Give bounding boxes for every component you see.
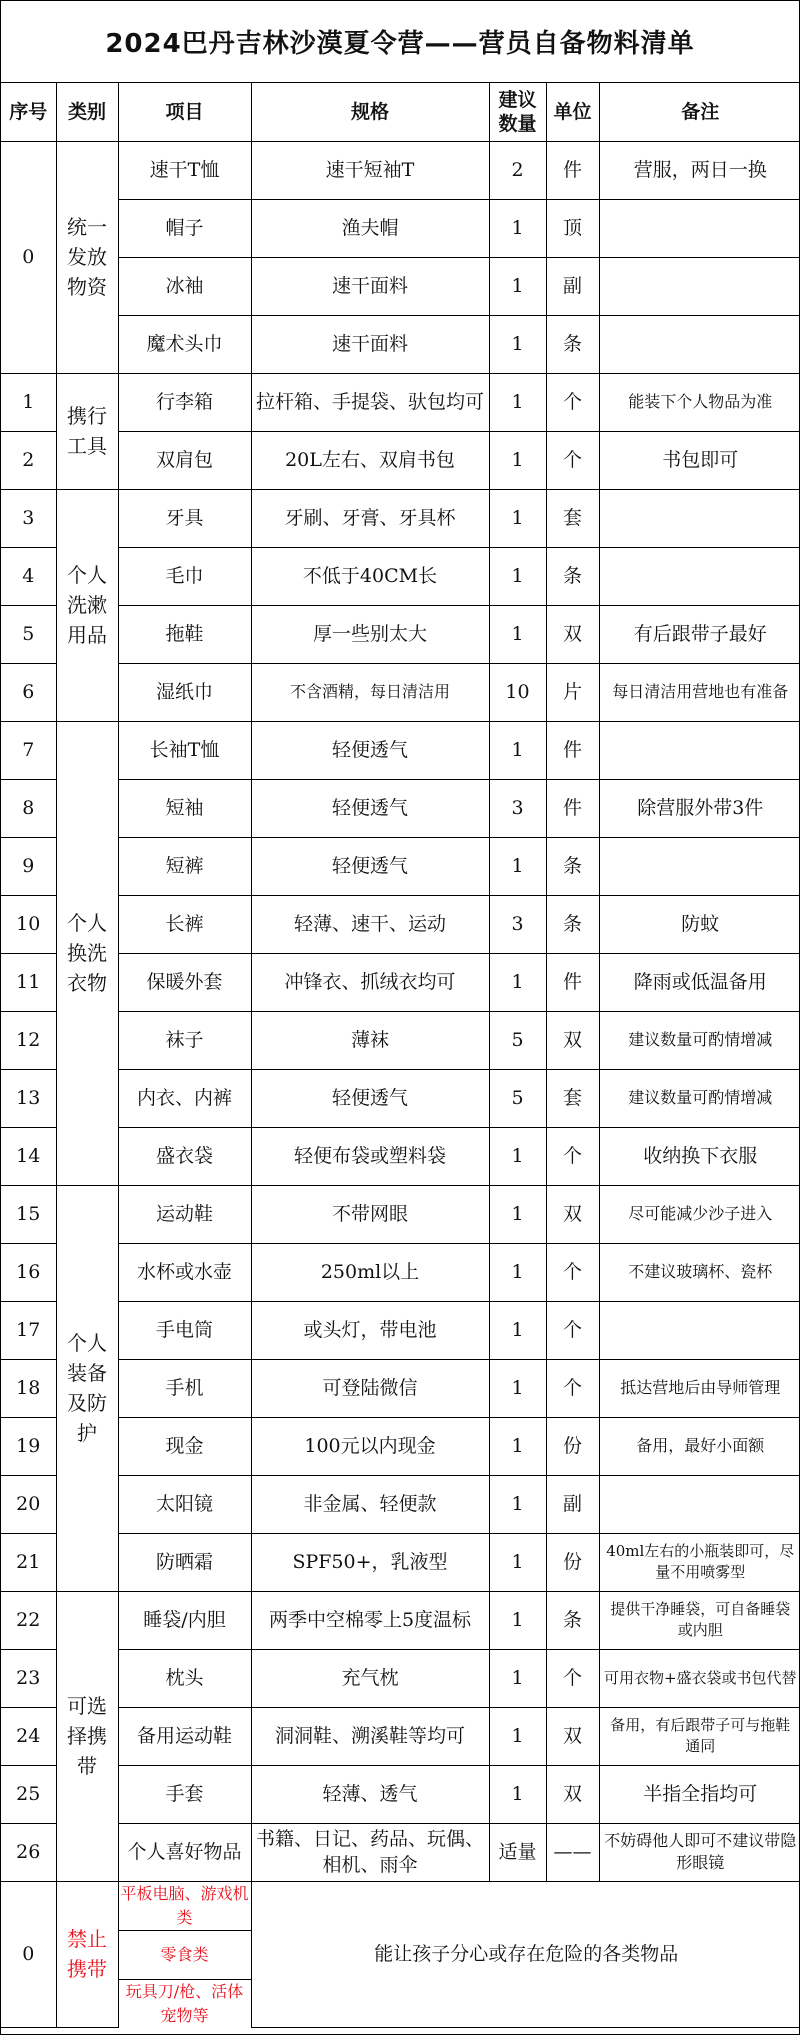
- unit-cell: 个: [546, 373, 599, 431]
- spec-cell: 薄袜: [251, 1011, 489, 1069]
- forbidden-category-cell: 禁止携带: [56, 1881, 118, 2028]
- table-row: [1, 1649, 800, 1707]
- qty-cell: 1: [489, 547, 546, 605]
- table-row: [1, 199, 800, 257]
- item-cell: 短袖: [118, 779, 251, 837]
- spec-cell: 轻便透气: [251, 779, 489, 837]
- note-cell: [599, 315, 800, 373]
- item-cell: 速干T恤: [118, 141, 251, 199]
- item-cell: 袜子: [118, 1011, 251, 1069]
- table-row: [1, 547, 800, 605]
- item-cell: 盛衣袋: [118, 1127, 251, 1185]
- unit-cell: 件: [546, 141, 599, 199]
- item-cell: 湿纸巾: [118, 663, 251, 721]
- qty-cell: 1: [489, 257, 546, 315]
- qty-cell: 1: [489, 837, 546, 895]
- note-cell: 除营服外带3件: [599, 779, 800, 837]
- forbidden-row: [1, 1881, 800, 1930]
- table-row: [1, 663, 800, 721]
- table-row: [1, 1823, 800, 1881]
- qty-cell: 1: [489, 1649, 546, 1707]
- category-cell: 个人洗漱用品: [56, 489, 118, 721]
- spec-cell: 速干短袖T: [251, 141, 489, 199]
- table-row: [1, 1475, 800, 1533]
- table-row: [1, 431, 800, 489]
- qty-cell: 1: [489, 1359, 546, 1417]
- note-cell: 半指全指均可: [599, 1765, 800, 1823]
- qty-cell: 1: [489, 315, 546, 373]
- spec-cell: 厚一些别太大: [251, 605, 489, 663]
- item-cell: 备用运动鞋: [118, 1707, 251, 1765]
- unit-cell: ——: [546, 1823, 599, 1881]
- table-row: [1, 1417, 800, 1475]
- item-cell: 长袖T恤: [118, 721, 251, 779]
- table-row: [1, 1533, 800, 1591]
- row-seq: 14: [1, 1127, 56, 1185]
- note-cell: 提供干净睡袋，可自备睡袋或内胆: [599, 1591, 800, 1649]
- qty-cell: 适量: [489, 1823, 546, 1881]
- note-cell: 防蚊: [599, 895, 800, 953]
- table-row: [1, 605, 800, 663]
- item-cell: 拖鞋: [118, 605, 251, 663]
- spec-cell: 充气枕: [251, 1649, 489, 1707]
- table-row: [1, 837, 800, 895]
- spec-cell: 或头灯，带电池: [251, 1301, 489, 1359]
- header-seq: 序号: [1, 83, 56, 141]
- row-seq: 7: [1, 721, 56, 779]
- note-cell: [599, 1475, 800, 1533]
- item-cell: 双肩包: [118, 431, 251, 489]
- spec-cell: 速干面料: [251, 315, 489, 373]
- table-row: [1, 315, 800, 373]
- qty-cell: 3: [489, 779, 546, 837]
- unit-cell: 套: [546, 489, 599, 547]
- header-note: 备注: [599, 83, 800, 141]
- item-cell: 行李箱: [118, 373, 251, 431]
- qty-cell: 1: [489, 373, 546, 431]
- item-cell: 长裤: [118, 895, 251, 953]
- note-cell: 40ml左右的小瓶装即可，尽量不用喷雾型: [599, 1533, 800, 1591]
- forbidden-item-toys: 玩具刀/枪、活体宠物等: [118, 1979, 251, 2028]
- table-row: [1, 1591, 800, 1649]
- row-seq: 20: [1, 1475, 56, 1533]
- note-cell: 备用，有后跟带子可与拖鞋通同: [599, 1707, 800, 1765]
- note-cell: [599, 547, 800, 605]
- unit-cell: 条: [546, 315, 599, 373]
- item-cell: 保暖外套: [118, 953, 251, 1011]
- spec-cell: 拉杆箱、手提袋、驮包均可: [251, 373, 489, 431]
- spec-cell: 20L左右、双肩书包: [251, 431, 489, 489]
- spec-cell: 轻便透气: [251, 1069, 489, 1127]
- unit-cell: 件: [546, 779, 599, 837]
- row-seq: 5: [1, 605, 56, 663]
- header-unit: 单位: [546, 83, 599, 141]
- spec-cell: 洞洞鞋、溯溪鞋等均可: [251, 1707, 489, 1765]
- qty-cell: 3: [489, 895, 546, 953]
- qty-cell: 1: [489, 1475, 546, 1533]
- item-cell: 防晒霜: [118, 1533, 251, 1591]
- table-row: [1, 1707, 800, 1765]
- note-cell: 收纳换下衣服: [599, 1127, 800, 1185]
- table-row: [1, 1069, 800, 1127]
- item-cell: 手电筒: [118, 1301, 251, 1359]
- row-seq: 0: [1, 1881, 56, 2028]
- page-title: 2024巴丹吉林沙漠夏令营——营员自备物料清单: [1, 1, 799, 83]
- row-seq: 18: [1, 1359, 56, 1417]
- forbidden-note-cell: 能让孩子分心或存在危险的各类物品: [251, 1881, 800, 2028]
- row-seq: 8: [1, 779, 56, 837]
- unit-cell: 套: [546, 1069, 599, 1127]
- spec-cell: 不低于40CM长: [251, 547, 489, 605]
- qty-cell: 1: [489, 1417, 546, 1475]
- spec-cell: 不带网眼: [251, 1185, 489, 1243]
- table-row: [1, 141, 800, 199]
- note-cell: 降雨或低温备用: [599, 953, 800, 1011]
- qty-cell: 1: [489, 953, 546, 1011]
- row-seq: 0: [1, 141, 56, 373]
- note-cell: 尽可能减少沙子进入: [599, 1185, 800, 1243]
- spec-cell: 速干面料: [251, 257, 489, 315]
- spec-cell: 可登陆微信: [251, 1359, 489, 1417]
- item-cell: 运动鞋: [118, 1185, 251, 1243]
- qty-cell: 5: [489, 1069, 546, 1127]
- row-seq: 21: [1, 1533, 56, 1591]
- note-cell: [599, 257, 800, 315]
- spec-cell: 轻薄、速干、运动: [251, 895, 489, 953]
- unit-cell: 副: [546, 1475, 599, 1533]
- note-cell: 能装下个人物品为准: [599, 373, 800, 431]
- category-cell: 个人装备及防护: [56, 1185, 118, 1591]
- unit-cell: 份: [546, 1417, 599, 1475]
- qty-cell: 5: [489, 1011, 546, 1069]
- table-row: [1, 895, 800, 953]
- spec-cell: 牙刷、牙膏、牙具杯: [251, 489, 489, 547]
- unit-cell: 双: [546, 1185, 599, 1243]
- item-cell: 枕头: [118, 1649, 251, 1707]
- header-row: [1, 83, 800, 141]
- qty-cell: 10: [489, 663, 546, 721]
- row-seq: 24: [1, 1707, 56, 1765]
- header-category: 类别: [56, 83, 118, 141]
- spec-cell: 渔夫帽: [251, 199, 489, 257]
- note-cell: 有后跟带子最好: [599, 605, 800, 663]
- unit-cell: 条: [546, 837, 599, 895]
- item-cell: 现金: [118, 1417, 251, 1475]
- unit-cell: 双: [546, 1707, 599, 1765]
- unit-cell: 双: [546, 1011, 599, 1069]
- table-row: [1, 373, 800, 431]
- table-row: [1, 1185, 800, 1243]
- qty-cell: 2: [489, 141, 546, 199]
- table-row: [1, 257, 800, 315]
- spec-cell: 250ml以上: [251, 1243, 489, 1301]
- row-seq: 11: [1, 953, 56, 1011]
- note-cell: 营服，两日一换: [599, 141, 800, 199]
- unit-cell: 个: [546, 1649, 599, 1707]
- unit-cell: 个: [546, 431, 599, 489]
- table-row: [1, 489, 800, 547]
- checklist-table: [1, 83, 800, 2028]
- qty-cell: 1: [489, 1127, 546, 1185]
- row-seq: 1: [1, 373, 56, 431]
- spec-cell: 轻便布袋或塑料袋: [251, 1127, 489, 1185]
- note-cell: 备用，最好小面额: [599, 1417, 800, 1475]
- item-cell: 太阳镜: [118, 1475, 251, 1533]
- note-cell: 不妨碍他人即可不建议带隐形眼镜: [599, 1823, 800, 1881]
- note-cell: 每日清洁用营地也有准备: [599, 663, 800, 721]
- unit-cell: 条: [546, 1591, 599, 1649]
- category-cell: 统一发放物资: [56, 141, 118, 373]
- note-cell: [599, 489, 800, 547]
- category-cell: 个人换洗衣物: [56, 721, 118, 1185]
- table-row: [1, 1301, 800, 1359]
- note-cell: [599, 837, 800, 895]
- qty-cell: 1: [489, 431, 546, 489]
- spec-cell: 书籍、日记、药品、玩偶、相机、雨伞: [251, 1823, 489, 1881]
- table-row: [1, 1127, 800, 1185]
- note-cell: 不建议玻璃杯、瓷杯: [599, 1243, 800, 1301]
- spec-cell: 100元以内现金: [251, 1417, 489, 1475]
- item-cell: 冰袖: [118, 257, 251, 315]
- qty-cell: 1: [489, 489, 546, 547]
- row-seq: 15: [1, 1185, 56, 1243]
- spec-cell: 轻便透气: [251, 837, 489, 895]
- qty-cell: 1: [489, 199, 546, 257]
- qty-cell: 1: [489, 721, 546, 779]
- table-row: [1, 1765, 800, 1823]
- note-cell: [599, 1301, 800, 1359]
- row-seq: 10: [1, 895, 56, 953]
- item-cell: 个人喜好物品: [118, 1823, 251, 1881]
- item-cell: 手套: [118, 1765, 251, 1823]
- table-row: [1, 953, 800, 1011]
- unit-cell: 条: [546, 895, 599, 953]
- item-cell: 牙具: [118, 489, 251, 547]
- row-seq: 25: [1, 1765, 56, 1823]
- header-qty: 建议数量: [489, 83, 546, 141]
- unit-cell: 条: [546, 547, 599, 605]
- table-row: [1, 721, 800, 779]
- item-cell: 水杯或水壶: [118, 1243, 251, 1301]
- note-cell: 建议数量可酌情增减: [599, 1069, 800, 1127]
- row-seq: 2: [1, 431, 56, 489]
- unit-cell: 双: [546, 1765, 599, 1823]
- spec-cell: 冲锋衣、抓绒衣均可: [251, 953, 489, 1011]
- item-cell: 短裤: [118, 837, 251, 895]
- spec-cell: 非金属、轻便款: [251, 1475, 489, 1533]
- unit-cell: 副: [546, 257, 599, 315]
- qty-cell: 1: [489, 1301, 546, 1359]
- row-seq: 9: [1, 837, 56, 895]
- note-cell: 建议数量可酌情增减: [599, 1011, 800, 1069]
- row-seq: 4: [1, 547, 56, 605]
- unit-cell: 个: [546, 1127, 599, 1185]
- note-cell: 抵达营地后由导师管理: [599, 1359, 800, 1417]
- header-spec: 规格: [251, 83, 489, 141]
- forbidden-item-snacks: 零食类: [118, 1930, 251, 1979]
- item-cell: 魔术头巾: [118, 315, 251, 373]
- unit-cell: 片: [546, 663, 599, 721]
- forbidden-item-tablets: 平板电脑、游戏机类: [118, 1881, 251, 1930]
- row-seq: 16: [1, 1243, 56, 1301]
- table-row: [1, 1011, 800, 1069]
- unit-cell: 个: [546, 1243, 599, 1301]
- note-cell: 可用衣物+盛衣袋或书包代替: [599, 1649, 800, 1707]
- row-seq: 22: [1, 1591, 56, 1649]
- qty-cell: 1: [489, 605, 546, 663]
- spec-cell: 轻薄、透气: [251, 1765, 489, 1823]
- table-row: [1, 779, 800, 837]
- row-seq: 23: [1, 1649, 56, 1707]
- unit-cell: 件: [546, 953, 599, 1011]
- spec-cell: 不含酒精，每日清洁用: [251, 663, 489, 721]
- unit-cell: 个: [546, 1359, 599, 1417]
- item-cell: 内衣、内裤: [118, 1069, 251, 1127]
- header-item: 项目: [118, 83, 251, 141]
- qty-cell: 1: [489, 1707, 546, 1765]
- item-cell: 手机: [118, 1359, 251, 1417]
- unit-cell: 个: [546, 1301, 599, 1359]
- row-seq: 3: [1, 489, 56, 547]
- table-row: [1, 1243, 800, 1301]
- qty-cell: 1: [489, 1243, 546, 1301]
- note-cell: 书包即可: [599, 431, 800, 489]
- item-cell: 毛巾: [118, 547, 251, 605]
- row-seq: 17: [1, 1301, 56, 1359]
- item-cell: 睡袋/内胆: [118, 1591, 251, 1649]
- spec-cell: SPF50+，乳液型: [251, 1533, 489, 1591]
- unit-cell: 件: [546, 721, 599, 779]
- note-cell: [599, 199, 800, 257]
- spec-cell: 两季中空棉零上5度温标: [251, 1591, 489, 1649]
- qty-cell: 1: [489, 1533, 546, 1591]
- item-cell: 帽子: [118, 199, 251, 257]
- unit-cell: 双: [546, 605, 599, 663]
- unit-cell: 顶: [546, 199, 599, 257]
- unit-cell: 份: [546, 1533, 599, 1591]
- table-row: [1, 1359, 800, 1417]
- note-cell: [599, 721, 800, 779]
- row-seq: 19: [1, 1417, 56, 1475]
- qty-cell: 1: [489, 1185, 546, 1243]
- row-seq: 13: [1, 1069, 56, 1127]
- qty-cell: 1: [489, 1591, 546, 1649]
- row-seq: 26: [1, 1823, 56, 1881]
- category-cell: 可选择携带: [56, 1591, 118, 1881]
- category-cell: 携行工具: [56, 373, 118, 489]
- row-seq: 6: [1, 663, 56, 721]
- qty-cell: 1: [489, 1765, 546, 1823]
- row-seq: 12: [1, 1011, 56, 1069]
- spec-cell: 轻便透气: [251, 721, 489, 779]
